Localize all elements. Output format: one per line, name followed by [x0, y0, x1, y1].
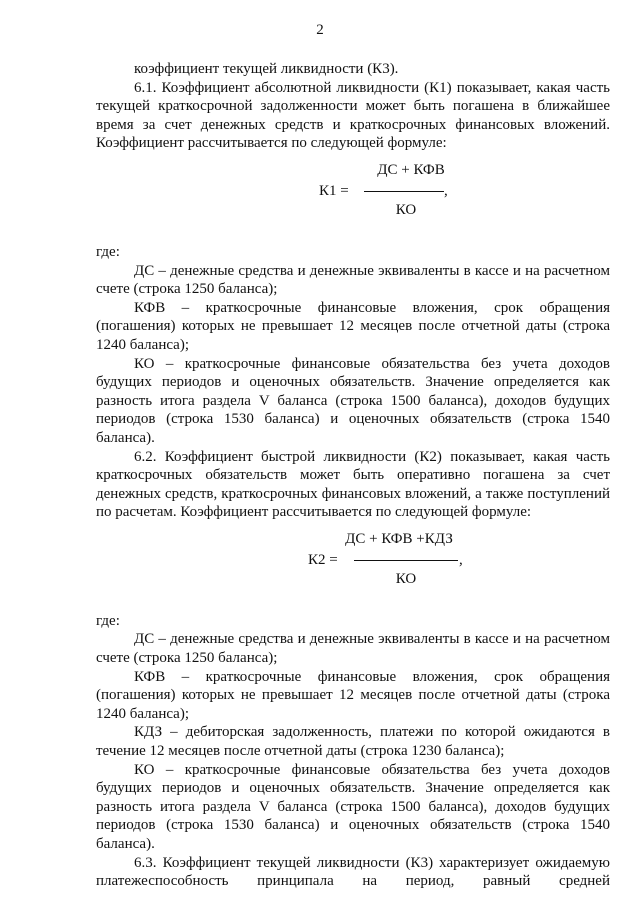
definition-kdz-2: КДЗ – дебиторская задолженность, платежи по которой ожидаются в течение 12 месяцев после отчетной даты (строка 1230 баланса); [96, 724, 610, 760]
definition-kfv-1: КФВ – краткосрочные финансовые вложения, срок обращения (погашения) которых не превышает 12 месяцев после отчетной даты (строка 1240 баланса); [96, 299, 610, 353]
formula-k2 [96, 528, 610, 592]
definition-kfv-2: КФВ – краткосрочные финансовые вложения, срок обращения (погашения) которых не превышает 12 месяцев после отчетной даты (строка 1240 баланса); [96, 668, 610, 722]
where-label-1: где: [96, 243, 120, 260]
formula-k2-lhs: К2 = [308, 551, 338, 568]
definition-ko-2: КО – краткосрочные финансовые обязательства без учета доходов будущих периодов и оценочных обязательств. Значение определяется как разность итога раздела V баланса (строка 1500 баланса), доходов будущих периодов (строка 1530 баланса) и оценочных обязательств (строка 1540 баланса). [96, 761, 610, 852]
formula-k2-fraction-bar [354, 560, 458, 561]
where-label-2: где: [96, 612, 120, 629]
section-6-2: 6.2. Коэффициент быстрой ликвидности (К2) показывает, какая часть краткосрочных обязательств может быть оперативно погашена за счет денежных средств, краткосрочных финансовых вложений, а также поступлений по расчетам. Коэффициент рассчитывается по следующей формуле: [96, 448, 610, 521]
definition-ds-1: ДС – денежные средства и денежные эквиваленты в кассе и на расчетном счете (строка 1250 баланса); [96, 262, 610, 298]
page-number: 2 [316, 22, 324, 38]
formula-k1-lhs: К1 = [319, 182, 349, 199]
formula-k1 [96, 159, 610, 223]
section-6-3: 6.3. Коэффициент текущей ликвидности (К3) характеризует ожидаемую платежеспособность принципала на период, равный средней [96, 854, 610, 890]
definition-ds-2: ДС – денежные средства и денежные эквиваленты в кассе и на расчетном счете (строка 1250 баланса); [96, 631, 610, 667]
formula-k1-denominator: КО [395, 201, 417, 218]
formula-k2-comma: , [459, 551, 463, 568]
intro-line: коэффициент текущей ликвидности (К3). [134, 61, 399, 77]
definition-ko-1: КО – краткосрочные финансовые обязательства без учета доходов будущих периодов и оценочных обязательств. Значение определяется как разность итога раздела V баланса (строка 1500 баланса), доходов будущих периодов (строка 1530 баланса) и оценочных обязательств (строка 1540 баланса). [96, 355, 610, 446]
formula-k2-denominator: КО [395, 570, 417, 587]
formula-k1-numerator: ДС + КФВ [377, 161, 445, 178]
document-body [96, 60, 610, 891]
formula-k2-numerator: ДС + КФВ +КДЗ [345, 530, 453, 547]
formula-k1-comma: , [444, 182, 448, 199]
formula-k1-fraction-bar [364, 191, 444, 192]
section-6-1: 6.1. Коэффициент абсолютной ликвидности (К1) показывает, какая часть текущей краткосрочной задолженности может быть погашена в ближайшее время за счет денежных средств и краткосрочных финансовых вложений. Коэффициент рассчитывается по следующей формуле: [96, 79, 610, 152]
